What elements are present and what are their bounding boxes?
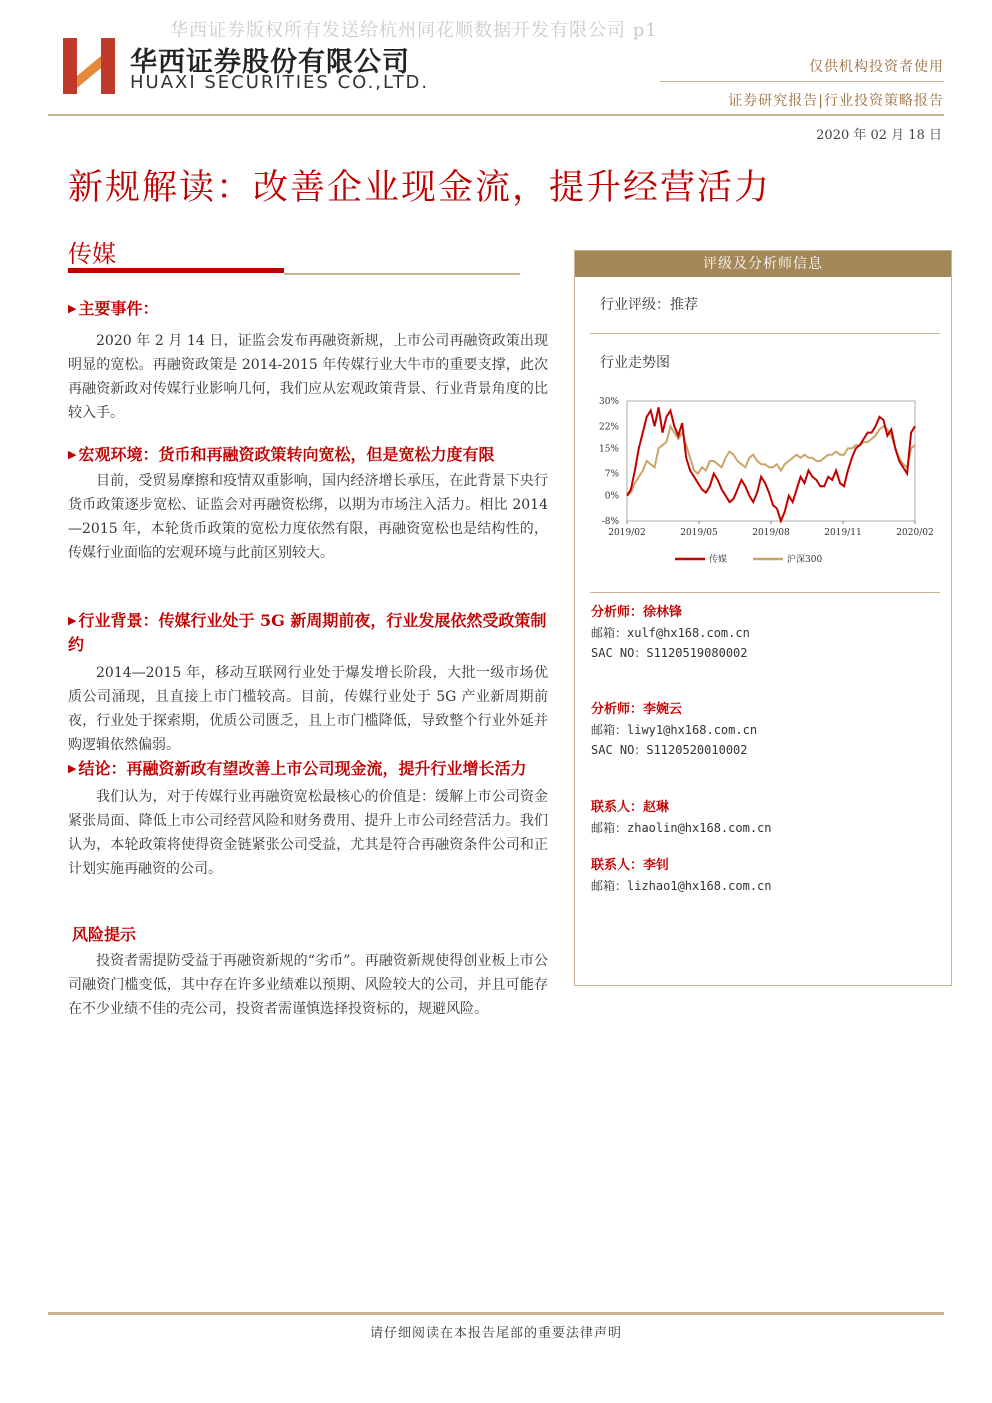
panel-heading: 评级及分析师信息 [575,251,951,277]
report-type: 证券研究报告|行业投资策略报告 [728,93,944,109]
sector-underline-tan [284,273,520,275]
y-tick-label: 15% [598,444,619,455]
contact-email[interactable]: 邮箱：lizhao1@hx168.com.cn [591,879,772,893]
contact-email[interactable]: 邮箱：zhaolin@hx168.com.cn [591,821,772,835]
legend-label: 传媒 [709,555,728,565]
triangle-bullet-icon: ▶ [68,448,77,461]
triangle-bullet-icon: ▶ [68,762,77,775]
panel-rule [590,333,940,334]
sector-underline-red [68,268,284,273]
series-line [627,426,915,495]
header-rule-2 [48,114,944,116]
panel-rule [590,592,940,593]
y-tick-label: -8% [601,517,619,527]
watermark: 华西证券版权所有发送给杭州同花顺数据开发有限公司 p1 [170,20,658,41]
legend-label: 沪深300 [787,555,823,565]
section-heading: ▶ 宏观环境：货币和再融资政策转向宽松，但是宽松力度有限 [68,445,495,464]
header-rule-1 [660,81,944,82]
rating-analyst-panel [574,250,952,986]
x-tick-label: 2019/05 [680,528,718,538]
paragraph: 2020 年 2 月 14 日，证监会发布再融资新规，上市公司再融资政策出现明显的宽松。再融资政策是 2014-2015 年传媒行业大牛市的重要支撑，此次再融资新政对传媒行业影响几何，我们应从宏观政策背景、行业背景角度的比较入手。 [68,333,548,421]
footer-note: 请仔细阅读在本报告尾部的重要法律声明 [369,1326,622,1341]
section-heading: ▶ 结论：再融资新政有望改善上市公司现金流，提升行业增长活力 [68,759,527,778]
x-tick-label: 2019/11 [824,528,862,538]
company-name-cn: 华西证券股份有限公司 [130,47,410,78]
industry-rating: 行业评级：推荐 [600,297,698,313]
triangle-bullet-icon: ▶ [68,614,77,627]
triangle-bullet-icon: ▶ [68,302,77,315]
section-risk [68,923,548,1021]
analyst-1: 分析师：徐林锋 邮箱：xulf@hx168.com.cn SAC NO：S1120519080002 [591,603,750,663]
report-date: 2020 年 02 月 18 日 [816,128,942,143]
footer-rule [48,1312,944,1315]
analyst-email[interactable]: 邮箱：xulf@hx168.com.cn [591,626,750,640]
sector-name: 传媒 [68,240,116,268]
section-heading: ▶ 行业背景：传媒行业处于 5G 新周期前夜，行业发展依然受政策制约 [68,611,547,654]
report-title: 新规解读：改善企业现金流，提升经营活力 [68,168,772,208]
paragraph: 目前，受贸易摩擦和疫情双重影响，国内经济增长承压，在此背景下央行货币政策逐步宽松、证监会对再融资松绑，以期为市场注入活力。相比 2014—2015 年，本轮货币政策的宽松力度依然有限，再融资宽松也是结构性的，传媒行业面临的宏观环境与此前区别较大。 [68,473,548,561]
audience-note: 仅供机构投资者使用 [809,59,944,75]
chart-title: 行业走势图 [600,355,670,371]
paragraph: 我们认为，对于传媒行业再融资宽松最核心的价值是：缓解上市公司资金紧张局面、降低上市公司经营风险和财务费用、提升上市公司经营活力。我们认为，本轮政策将使得资金链紧张公司受益，尤其是符合再融资条件公司和正计划实施再融资的公司。 [68,789,548,877]
analyst-sac: SAC NO：S1120520010002 [591,743,748,757]
analyst-2: 分析师：李婉云 邮箱：liwy1@hx168.com.cn SAC NO：S1120520010002 [591,700,757,760]
y-tick-label: 0% [604,491,619,502]
contact-2: 联系人：李钊 邮箱：lizhao1@hx168.com.cn [591,856,772,896]
analyst-email[interactable]: 邮箱：liwy1@hx168.com.cn [591,723,758,737]
paragraph: 2014—2015 年，移动互联网行业处于爆发增长阶段，大批一级市场优质公司涌现，且直接上市门槛较高。目前，传媒行业处于 5G 产业新周期前夜，行业处于探索期，优质公司匮乏，且上市门槛降低，导致整个行业外延并购逻辑依然偏弱。 [68,665,548,753]
huaxi-logo-icon [63,38,115,94]
section-conclusion [68,757,548,881]
y-tick-label: 30% [598,397,619,407]
industry-trend-chart [585,389,945,569]
section-main-event [68,297,548,425]
y-tick-label: 22% [598,422,619,433]
contact-1: 联系人：赵琳 邮箱：zhaolin@hx168.com.cn [591,798,772,838]
company-name-en: HUAXI SECURITIES CO.,LTD. [130,72,430,93]
x-tick-label: 2020/02 [896,528,934,538]
analyst-sac: SAC NO：S1120519080002 [591,646,748,660]
chart-frame [627,401,915,521]
risk-paragraph: 投资者需提防受益于再融资新规的“劣币”。再融资新规使得创业板上市公司融资门槛变低，其中存在许多业绩难以预期、风险较大的公司，并且可能存在不少业绩不佳的壳公司，投资者需谨慎选择投资标的，规避风险。 [68,953,548,1017]
x-tick-label: 2019/08 [752,528,790,538]
section-industry [68,609,548,757]
x-tick-label: 2019/02 [608,528,646,538]
section-macro [68,443,548,565]
risk-heading: 风险提示 [72,925,137,944]
section-heading: ▶ 主要事件： [68,299,159,318]
y-tick-label: 7% [604,469,619,480]
